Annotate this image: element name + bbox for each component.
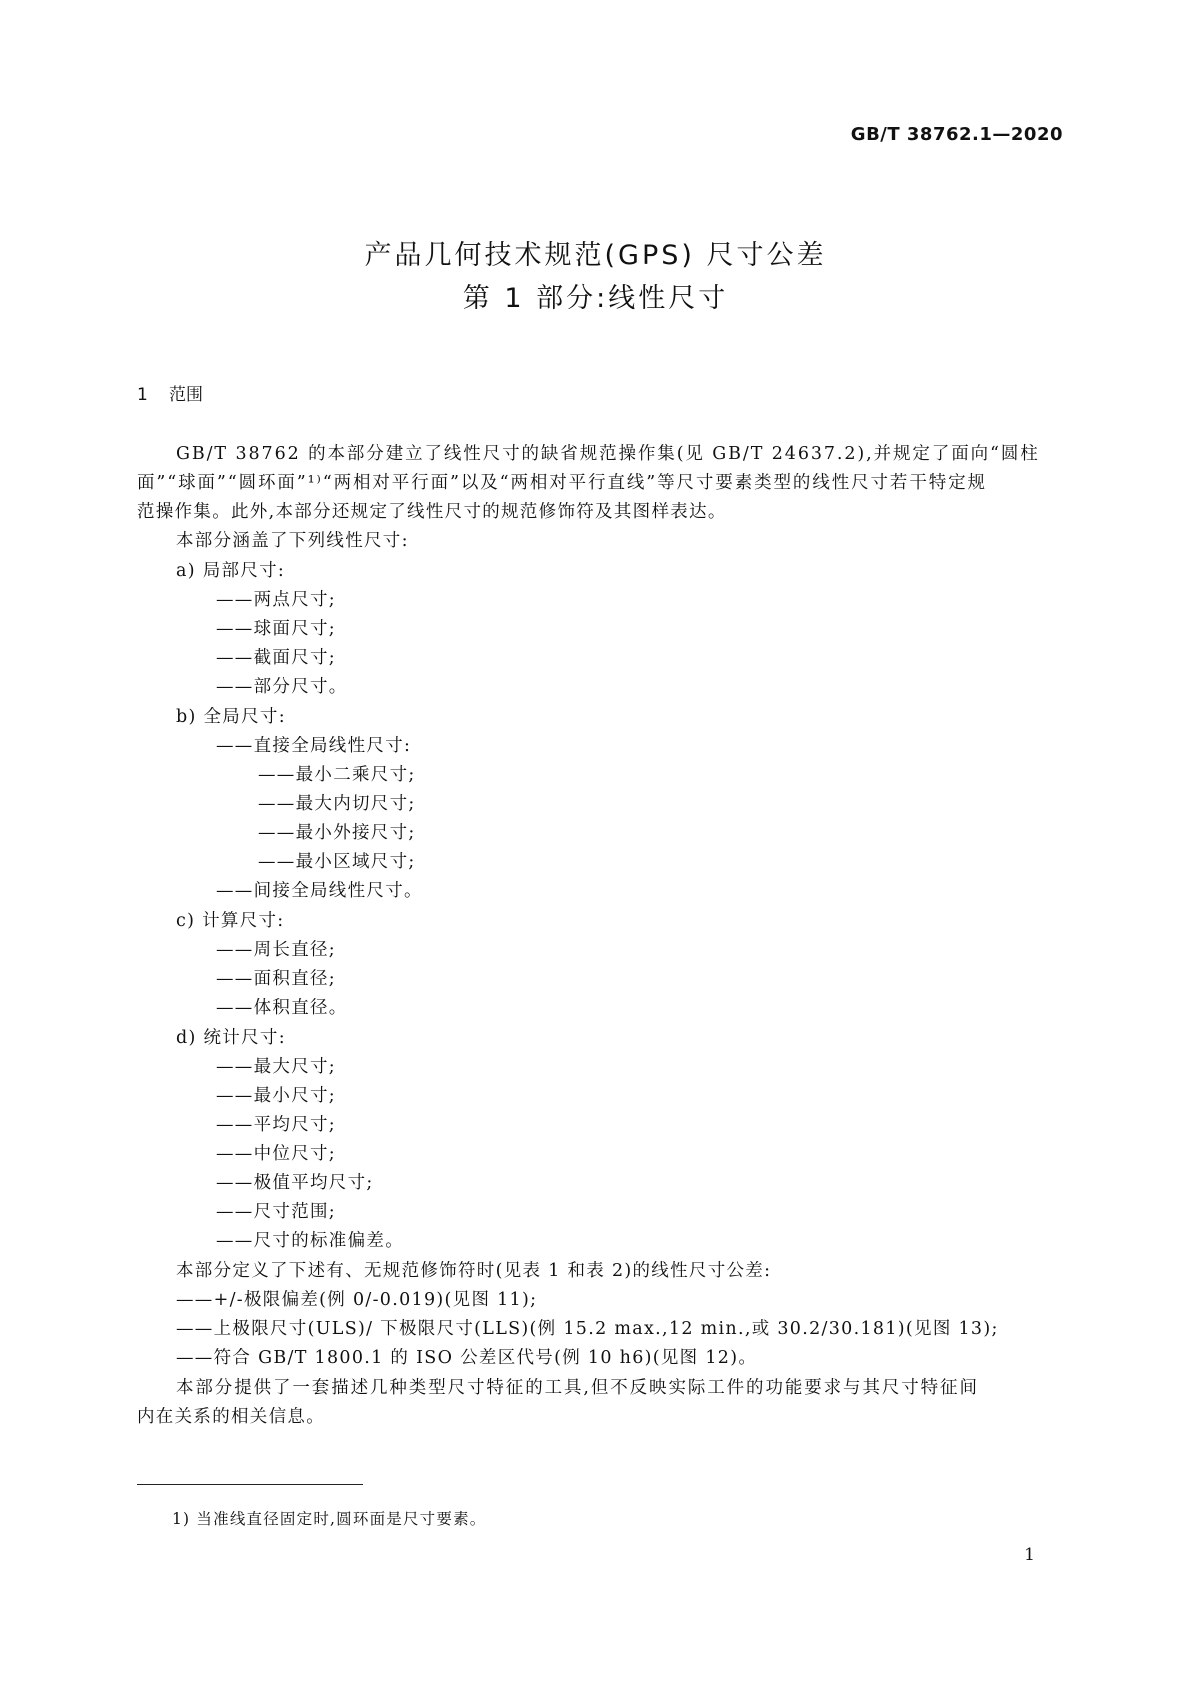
list-item: c) 计算尺寸: — [176, 911, 285, 931]
list-item: ——平均尺寸; — [216, 1115, 336, 1135]
list-item: ——尺寸范围; — [216, 1202, 336, 1222]
paragraph-line: 本部分涵盖了下列线性尺寸: — [176, 531, 409, 551]
list-item: ——间接全局线性尺寸。 — [216, 881, 423, 901]
list-item: a) 局部尺寸: — [176, 561, 286, 581]
document-code: GB/T 38762.1—2020 — [850, 124, 1063, 145]
paragraph-line: 范操作集。此外,本部分还规定了线性尺寸的规范修饰符及其图样表达。 — [137, 502, 727, 522]
section-title: 范围 — [169, 385, 203, 405]
list-item: d) 统计尺寸: — [176, 1028, 286, 1048]
list-item: ——截面尺寸; — [216, 648, 336, 668]
paragraph-line: GB/T 38762 的本部分建立了线性尺寸的缺省规范操作集(见 GB/T 24637.2),并规定了面向“圆柱 — [176, 444, 1040, 464]
list-item: ——两点尺寸; — [216, 590, 336, 610]
section-number: 1 — [137, 385, 148, 405]
list-item: ——最小尺寸; — [216, 1086, 336, 1106]
list-item: ——尺寸的标准偏差。 — [216, 1231, 404, 1251]
list-item: ——面积直径; — [216, 969, 336, 989]
list-item: ——+/-极限偏差(例 0/-0.019)(见图 11); — [176, 1290, 538, 1310]
paragraph-line: 本部分定义了下述有、无规范修饰符时(见表 1 和表 2)的线性尺寸公差: — [176, 1261, 772, 1281]
list-item: b) 全局尺寸: — [176, 707, 286, 727]
list-item: ——符合 GB/T 1800.1 的 ISO 公差区代号(例 10 h6)(见图 12)。 — [176, 1348, 758, 1368]
list-item: ——极值平均尺寸; — [216, 1173, 374, 1193]
list-item: ——最小区域尺寸; — [258, 852, 416, 872]
list-item: ——体积直径。 — [216, 998, 348, 1018]
footnote-rule — [137, 1484, 363, 1485]
list-item: ——最小外接尺寸; — [258, 823, 416, 843]
list-item: ——最大尺寸; — [216, 1057, 336, 1077]
paragraph-line: 内在关系的相关信息。 — [137, 1407, 325, 1427]
list-item: ——中位尺寸; — [216, 1144, 336, 1164]
page-number: 1 — [1024, 1545, 1035, 1565]
paragraph-line: 面”“球面”“圆环面”¹⁾“两相对平行面”以及“两相对平行直线”等尺寸要素类型的线性尺寸若干特定规 — [137, 473, 987, 493]
page-title: 产品几何技术规范(GPS) 尺寸公差 — [364, 240, 827, 271]
list-item: ——最大内切尺寸; — [258, 794, 416, 814]
page-subtitle: 第 1 部分:线性尺寸 — [462, 283, 729, 314]
list-item: ——部分尺寸。 — [216, 677, 348, 697]
section-heading — [137, 380, 203, 405]
list-item: ——球面尺寸; — [216, 619, 336, 639]
list-item: ——上极限尺寸(ULS)/ 下极限尺寸(LLS)(例 15.2 max.,12 min.,或 30.2/30.181)(见图 13); — [176, 1319, 999, 1339]
list-item: ——最小二乘尺寸; — [258, 765, 416, 785]
paragraph-line: 本部分提供了一套描述几种类型尺寸特征的工具,但不反映实际工件的功能要求与其尺寸特征间 — [176, 1378, 979, 1398]
footnote: 1) 当准线直径固定时,圆环面是尺寸要素。 — [172, 1510, 487, 1528]
list-item: ——周长直径; — [216, 940, 336, 960]
list-item: ——直接全局线性尺寸: — [216, 736, 412, 756]
